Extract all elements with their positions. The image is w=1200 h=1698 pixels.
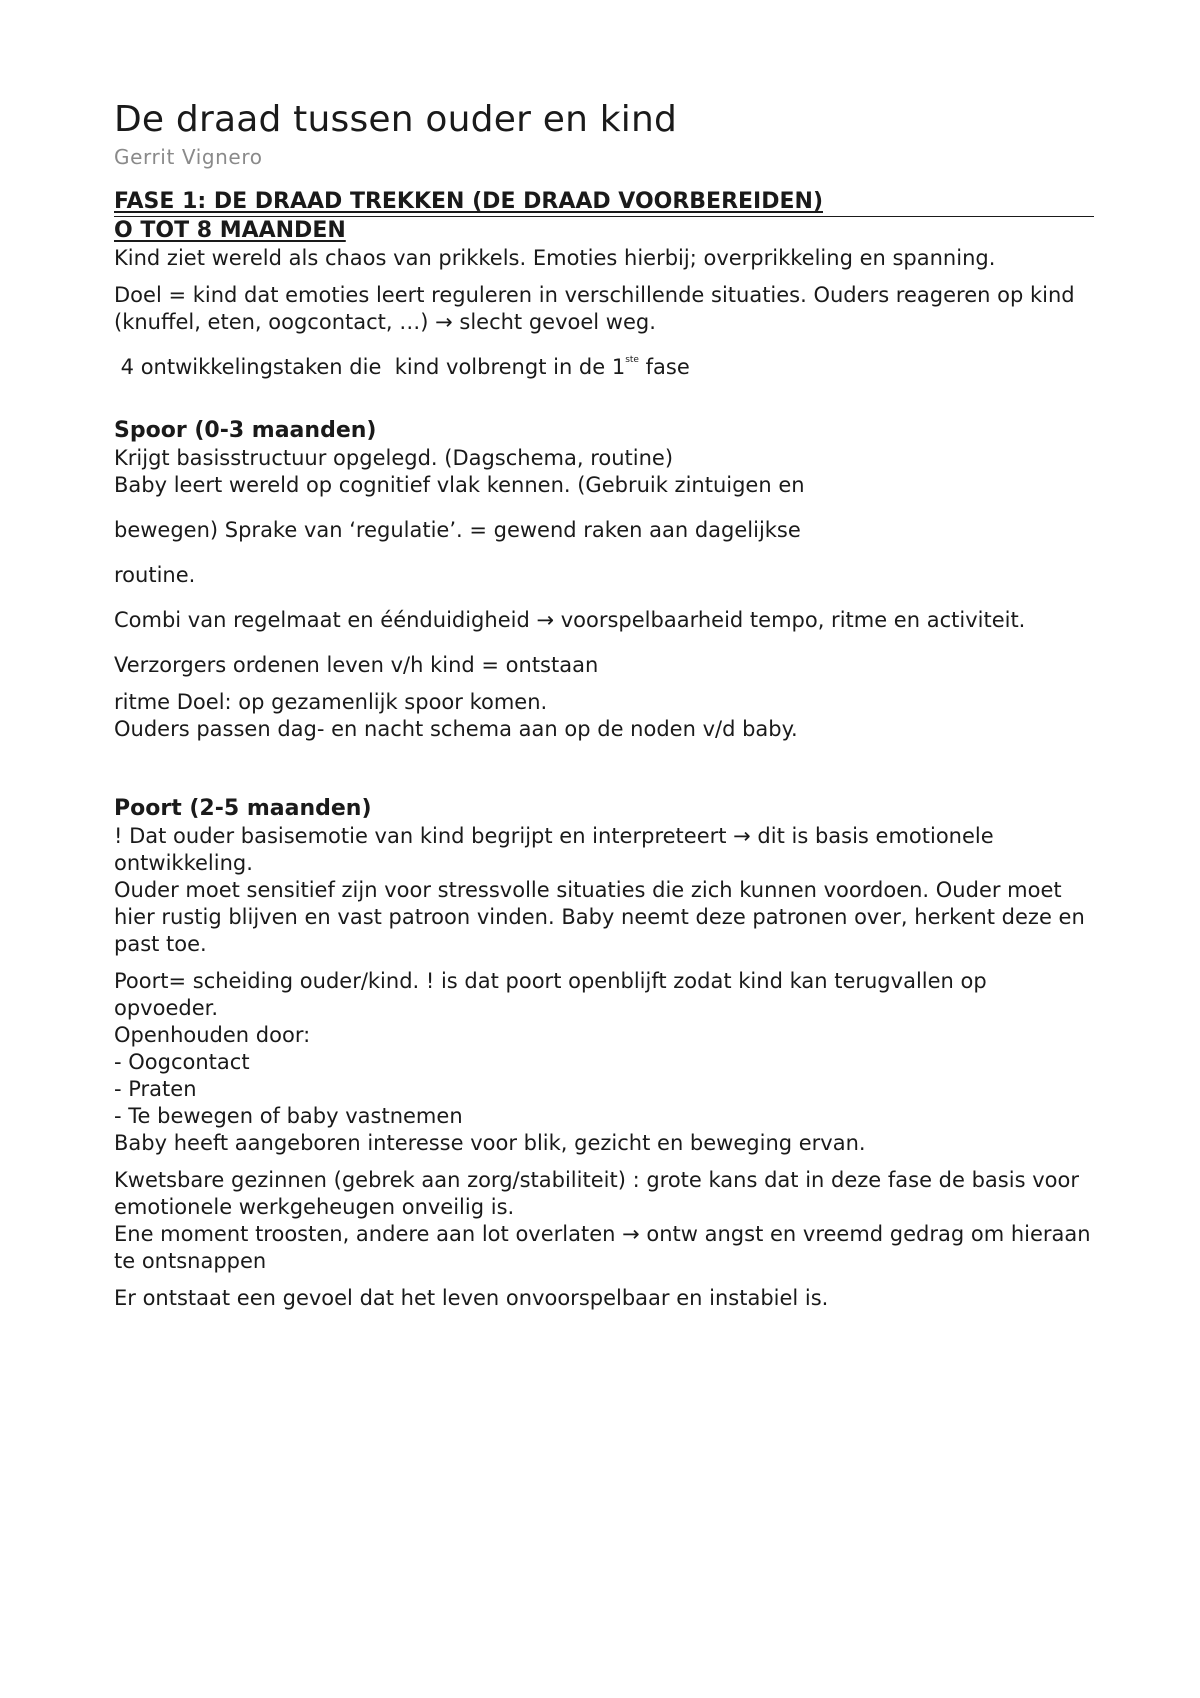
poort-paragraph-2: Ouder moet sensitief zijn voor stressvolle situaties die zich kunnen voordoen. Ouder moet hier rustig blijven en vast patroon vinden. Baby neemt deze patronen over, herkent deze en past toe. <box>114 878 1085 956</box>
poort-paragraph-6: Kwetsbare gezinnen (gebrek aan zorg/stabiliteit) : grote kans dat in deze fase de basis voor emotionele werkgeheugen onveilig is. <box>114 1168 1079 1219</box>
spoor-line-3: bewegen) Sprake van ‘regulatie’. = gewend raken aan dagelijkse <box>114 518 801 542</box>
section-heading-spoor: Spoor (0-3 maanden) <box>114 418 377 443</box>
spoor-line-2: Baby leert wereld op cognitief vlak kennen. (Gebruik zintuigen en <box>114 473 805 497</box>
intro-paragraph-3 <box>114 354 1094 381</box>
poort-paragraph-7: Ene moment troosten, andere aan lot overlaten → ontw angst en vreemd gedrag om hieraan te ontsnappen <box>114 1222 1091 1273</box>
document-author: Gerrit Vignero <box>114 145 263 169</box>
intro-paragraph-2: Doel = kind dat emoties leert reguleren in verschillende situaties. Ouders reageren op kind (knuffel, eten, oogcontact, …) → slecht gevoel weg. <box>114 283 1075 334</box>
list-item: - Te bewegen of baby vastnemen <box>114 1104 463 1128</box>
spoor-line-4: routine. <box>114 563 196 587</box>
phase-subheading: O TOT 8 MAANDEN <box>114 218 346 243</box>
poort-paragraph-1: ! Dat ouder basisemotie van kind begrijpt en interpreteert → dit is basis emotionele ontwikkeling. <box>114 824 994 875</box>
list-item: - Praten <box>114 1077 197 1101</box>
poort-paragraph-4: Openhouden door: <box>114 1023 311 1047</box>
spoor-line-7: ritme Doel: op gezamenlijk spoor komen. <box>114 690 548 714</box>
document-title: De draad tussen ouder en kind <box>114 99 678 140</box>
section-heading-poort: Poort (2-5 maanden) <box>114 796 372 821</box>
list-item: - Oogcontact <box>114 1050 250 1074</box>
intro-paragraph-1: Kind ziet wereld als chaos van prikkels. Emoties hierbij; overprikkeling en spanning. <box>114 246 996 270</box>
poort-paragraph-3: Poort= scheiding ouder/kind. ! is dat poort openblijft zodat kind kan terugvallen op opvoeder. <box>114 969 987 1020</box>
intro-paragraph-3-text: 4 ontwikkelingstaken die kind volbrengt in de 1 <box>114 355 626 379</box>
poort-paragraph-8: Er ontstaat een gevoel dat het leven onvoorspelbaar en instabiel is. <box>114 1286 829 1310</box>
spoor-line-8: Ouders passen dag- en nacht schema aan op de noden v/d baby. <box>114 717 798 741</box>
ordinal-superscript: ste <box>625 355 639 365</box>
document-page <box>114 96 1094 1312</box>
spoor-line-6: Verzorgers ordenen leven v/h kind = ontstaan <box>114 653 599 677</box>
poort-paragraph-5: Baby heeft aangeboren interesse voor blik, gezicht en beweging ervan. <box>114 1131 866 1155</box>
phase-heading: FASE 1: DE DRAAD TREKKEN (DE DRAAD VOORBEREIDEN) <box>114 188 1094 217</box>
spoor-line-5: Combi van regelmaat en éénduidigheid → voorspelbaarheid tempo, ritme en activiteit. <box>114 608 1026 632</box>
intro-paragraph-3-end: fase <box>638 355 690 379</box>
spoor-line-1: Krijgt basisstructuur opgelegd. (Dagschema, routine) <box>114 446 674 470</box>
